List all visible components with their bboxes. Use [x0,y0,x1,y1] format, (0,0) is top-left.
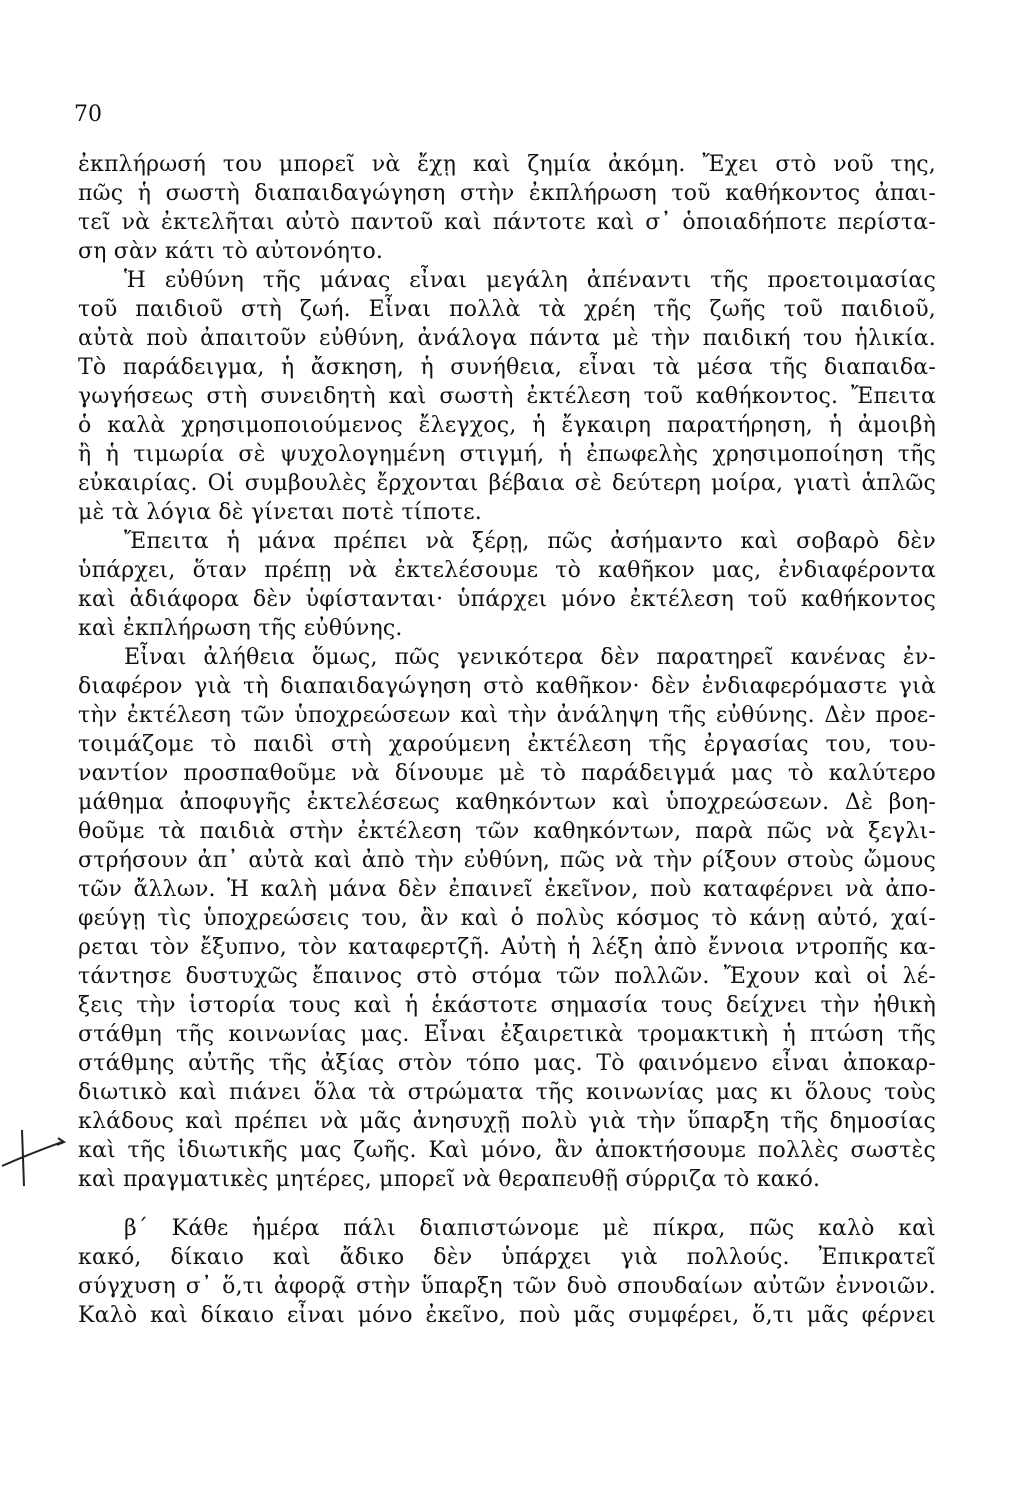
text-line: τάντησε δυστυχῶς ἔπαινος στὸ στόμα τῶν πολλῶν. Ἔχουν καὶ οἱ λέ- [78,964,936,989]
text-line: στρήσουν ἀπ᾽ αὐτὰ καὶ ἀπὸ τὴν εὐθύνη, πῶς νὰ τὴν ρίξουν στοὺς ὤμους [78,848,936,873]
text-line: τὴν ἐκτέλεση τῶν ὑποχρεώσεων καὶ τὴν ἀνάληψη τῆς εὐθύνης. Δὲν προε- [78,703,936,728]
text-line: ἐκπλήρωσή του μπορεῖ νὰ ἔχῃ καὶ ζημία ἀκόμη. Ἔχει στὸ νοῦ της, [78,152,936,177]
text-line: Καλὸ καὶ δίκαιο εἶναι μόνο ἐκεῖνο, ποὺ μᾶς συμφέρει, ὅ,τι μᾶς φέρνει [78,1303,936,1328]
page-number: 70 [74,102,102,127]
text-line: καὶ ἐκπλήρωση τῆς εὐθύνης. [78,616,403,641]
text-line: β΄ Κάθε ἡμέρα πάλι διαπιστώνομε μὲ πίκρα, πῶς καλὸ καὶ [124,1216,936,1241]
text-line: καὶ ἀδιάφορα δὲν ὑφίστανται· ὑπάρχει μόνο ἐκτέλεση τοῦ καθήκοντος [78,587,936,612]
text-line: Ἡ εὐθύνη τῆς μάνας εἶναι μεγάλη ἀπέναντι τῆς προετοιμασίας [124,268,936,293]
text-line: τοῦ παιδιοῦ στὴ ζωή. Εἶναι πολλὰ τὰ χρέη τῆς ζωῆς τοῦ παιδιοῦ, [78,297,936,322]
text-line: διαφέρον γιὰ τὴ διαπαιδαγώγηση στὸ καθῆκον· δὲν ἐνδιαφερόμαστε γιὰ [78,674,936,699]
text-line: τοιμάζομε τὸ παιδὶ στὴ χαρούμενη ἐκτέλεση τῆς ἐργασίας του, του- [78,732,936,757]
text-line: καὶ τῆς ἰδιωτικῆς μας ζωῆς. Καὶ μόνο, ἂν ἀποκτήσουμε πολλὲς σωστὲς [78,1138,936,1163]
paragraph-gap [78,1194,936,1214]
text-line: ναντίον προσπαθοῦμε νὰ δίνουμε μὲ τὸ παράδειγμά μας τὸ καλύτερο [78,761,936,786]
text-line: πῶς ἡ σωστὴ διαπαιδαγώγηση στὴν ἐκπλήρωση τοῦ καθήκοντος ἀπαι- [78,181,936,206]
body-text [78,150,936,1330]
text-line: Ἔπειτα ἡ μάνα πρέπει νὰ ξέρῃ, πῶς ἀσήμαντο καὶ σοβαρὸ δὲν [124,529,936,554]
text-line: καὶ πραγματικὲς μητέρες, μπορεῖ νὰ θεραπευθῇ σύρριζα τὸ κακό. [78,1167,821,1192]
text-line: στάθμη τῆς κοινωνίας μας. Εἶναι ἐξαιρετικὰ τρομακτικὴ ἡ πτώση τῆς [78,1022,936,1047]
text-line: ὑπάρχει, ὅταν πρέπῃ νὰ ἐκτελέσουμε τὸ καθῆκον μας, ἐνδιαφέροντα [78,558,936,583]
text-line: Εἶναι ἀλήθεια ὅμως, πῶς γενικότερα δὲν παρατηρεῖ κανένας ἐν- [124,645,936,670]
text-line: διωτικὸ καὶ πιάνει ὅλα τὰ στρώματα τῆς κοινωνίας μας κι ὅλους τοὺς [78,1080,936,1105]
text-line: αὐτὰ ποὺ ἀπαιτοῦν εὐθύνη, ἀνάλογα πάντα μὲ τὴν παιδική του ἡλικία. [78,326,936,351]
text-line: τεῖ νὰ ἐκτελῆται αὐτὸ παντοῦ καὶ πάντοτε καὶ σ᾽ ὁποιαδήποτε περίστα- [78,210,936,235]
text-line: εὐκαιρίας. Οἱ συμβουλὲς ἔρχονται βέβαια σὲ δεύτερη μοίρα, γιατὶ ἁπλῶς [78,471,936,496]
text-line: φεύγῃ τὶς ὑποχρεώσεις του, ἂν καὶ ὁ πολὺς κόσμος τὸ κάνῃ αὐτό, χαί- [78,906,936,931]
text-line: ση σὰν κάτι τὸ αὐτονόητο. [78,239,384,264]
margin-pencil-mark [0,1128,80,1188]
text-line: μὲ τὰ λόγια δὲ γίνεται ποτὲ τίποτε. [78,500,482,525]
text-line: Τὸ παράδειγμα, ἡ ἄσκηση, ἡ συνήθεια, εἶναι τὰ μέσα τῆς διαπαιδα- [78,355,936,380]
text-line: στάθμης αὐτῆς τῆς ἀξίας στὸν τόπο μας. Τὸ φαινόμενο εἶναι ἀποκαρ- [78,1051,936,1076]
text-line: ὁ καλὰ χρησιμοποιούμενος ἔλεγχος, ἡ ἔγκαιρη παρατήρηση, ἡ ἀμοιβὴ [78,413,936,438]
text-line: γωγήσεως στὴ συνειδητὴ καὶ σωστὴ ἐκτέλεση τοῦ καθήκοντος. Ἔπειτα [78,384,936,409]
text-line: κακό, δίκαιο καὶ ἄδικο δὲν ὑπάρχει γιὰ πολλούς. Ἐπικρατεῖ [78,1245,936,1270]
text-line: μάθημα ἀποφυγῆς ἐκτελέσεως καθηκόντων καὶ ὑποχρεώσεων. Δὲ βοη- [78,790,936,815]
text-line: ἢ ἡ τιμωρία σὲ ψυχολογημένη στιγμή, ἡ ἐπωφελὴς χρησιμοποίηση τῆς [78,442,936,467]
text-line: σύγχυση σ᾽ ὅ,τι ἀφορᾷ στὴν ὕπαρξη τῶν δυὸ σπουδαίων αὐτῶν ἐννοιῶν. [78,1274,936,1299]
text-line: ξεις τὴν ἱστορία τους καὶ ἡ ἑκάστοτε σημασία τους δείχνει τὴν ἠθικὴ [78,993,936,1018]
text-line: ρεται τὸν ἔξυπνο, τὸν καταφερτζῆ. Αὐτὴ ἡ λέξη ἀπὸ ἔννοια ντροπῆς κα- [78,935,936,960]
text-line: κλάδους καὶ πρέπει νὰ μᾶς ἀνησυχῇ πολὺ γιὰ τὴν ὕπαρξη τῆς δημοσίας [78,1109,936,1134]
text-line: θοῦμε τὰ παιδιὰ στὴν ἐκτέλεση τῶν καθηκόντων, παρὰ πῶς νὰ ξεγλι- [78,819,936,844]
text-line: τῶν ἄλλων. Ἡ καλὴ μάνα δὲν ἐπαινεῖ ἐκεῖνον, ποὺ καταφέρνει νὰ ἀπο- [78,877,936,902]
